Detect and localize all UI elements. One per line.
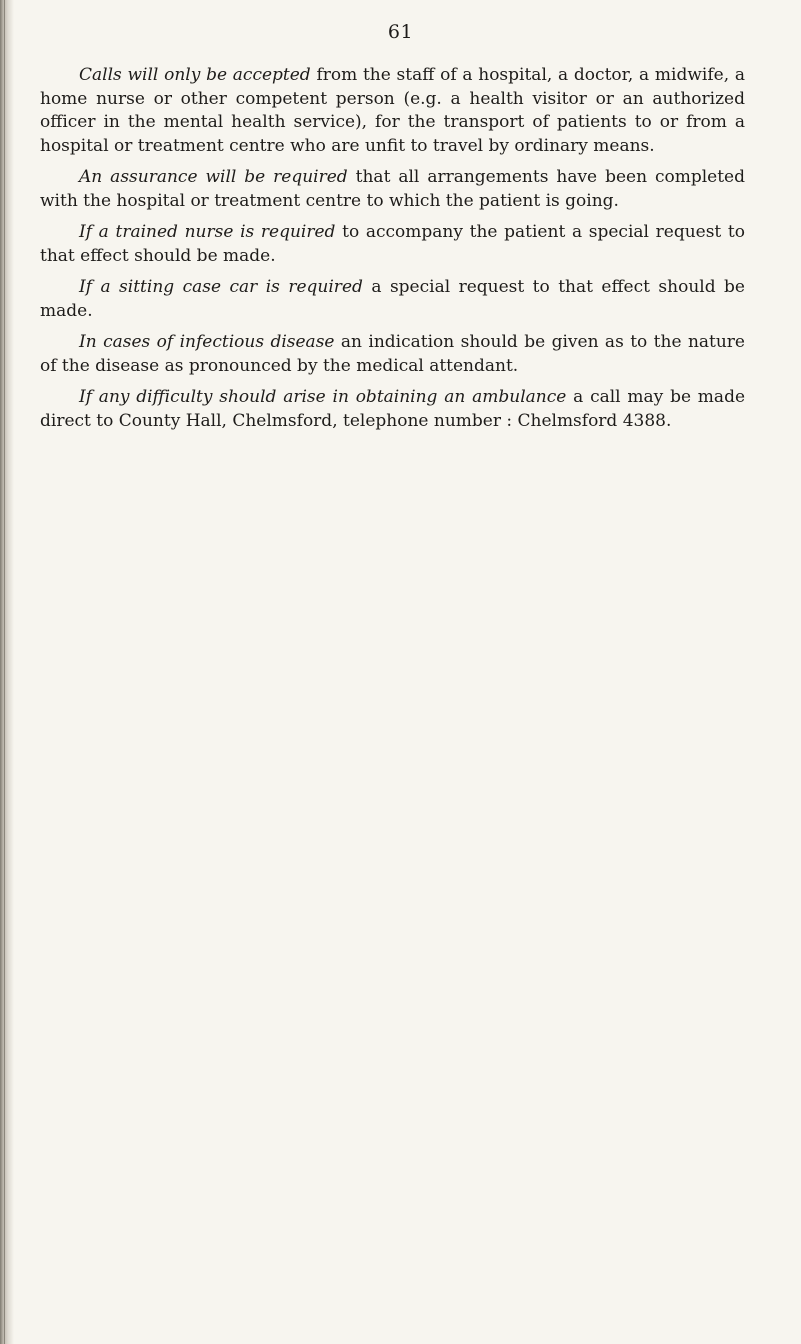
paragraph-lead: Calls will only be accepted <box>79 65 311 85</box>
page-body <box>40 64 745 441</box>
binding-edge-line <box>4 0 5 1344</box>
paragraph-text: to accompany the patient a special request to that effect should be made. <box>40 222 746 266</box>
paragraph-lead: If a sitting case car is required <box>79 277 363 297</box>
paragraph-ambulance-difficulty <box>40 386 745 433</box>
paragraph-lead: If any difficulty should arise in obtaining an ambulance <box>79 387 567 407</box>
paragraph-text: an indication should be given as to the nature of the disease as pronounced by the medical attendant. <box>40 332 745 376</box>
paragraph-trained-nurse <box>40 221 745 268</box>
paragraph-lead: An assurance will be required <box>79 167 348 187</box>
paragraph-text: a call may be made direct to County Hall, Chelmsford, telephone number : Chelmsford 4388. <box>40 387 746 431</box>
page-number: 61 <box>387 21 414 43</box>
paragraph-infectious-disease <box>40 331 745 378</box>
paragraph-assurance <box>40 166 745 213</box>
paragraph-lead: If a trained nurse is required <box>79 222 336 242</box>
binding-shadow <box>0 0 14 1344</box>
paragraph-text: from the staff of a hospital, a doctor, a midwife, a home nurse or other competent person (e.g. a health visitor or an authorized officer in the mental health service), for the transport of patients to or from a hospital or treatment centre who are unfit to travel by ordinary means. <box>40 65 746 156</box>
paragraph-calls-accepted <box>40 64 745 158</box>
paragraph-text: that all arrangements have been completed with the hospital or treatment centre to which the patient is going. <box>40 167 746 211</box>
paragraph-lead: In cases of infectious disease <box>79 332 335 352</box>
paragraph-text: a special request to that effect should be made. <box>40 277 745 321</box>
paragraph-sitting-case-car <box>40 276 745 323</box>
